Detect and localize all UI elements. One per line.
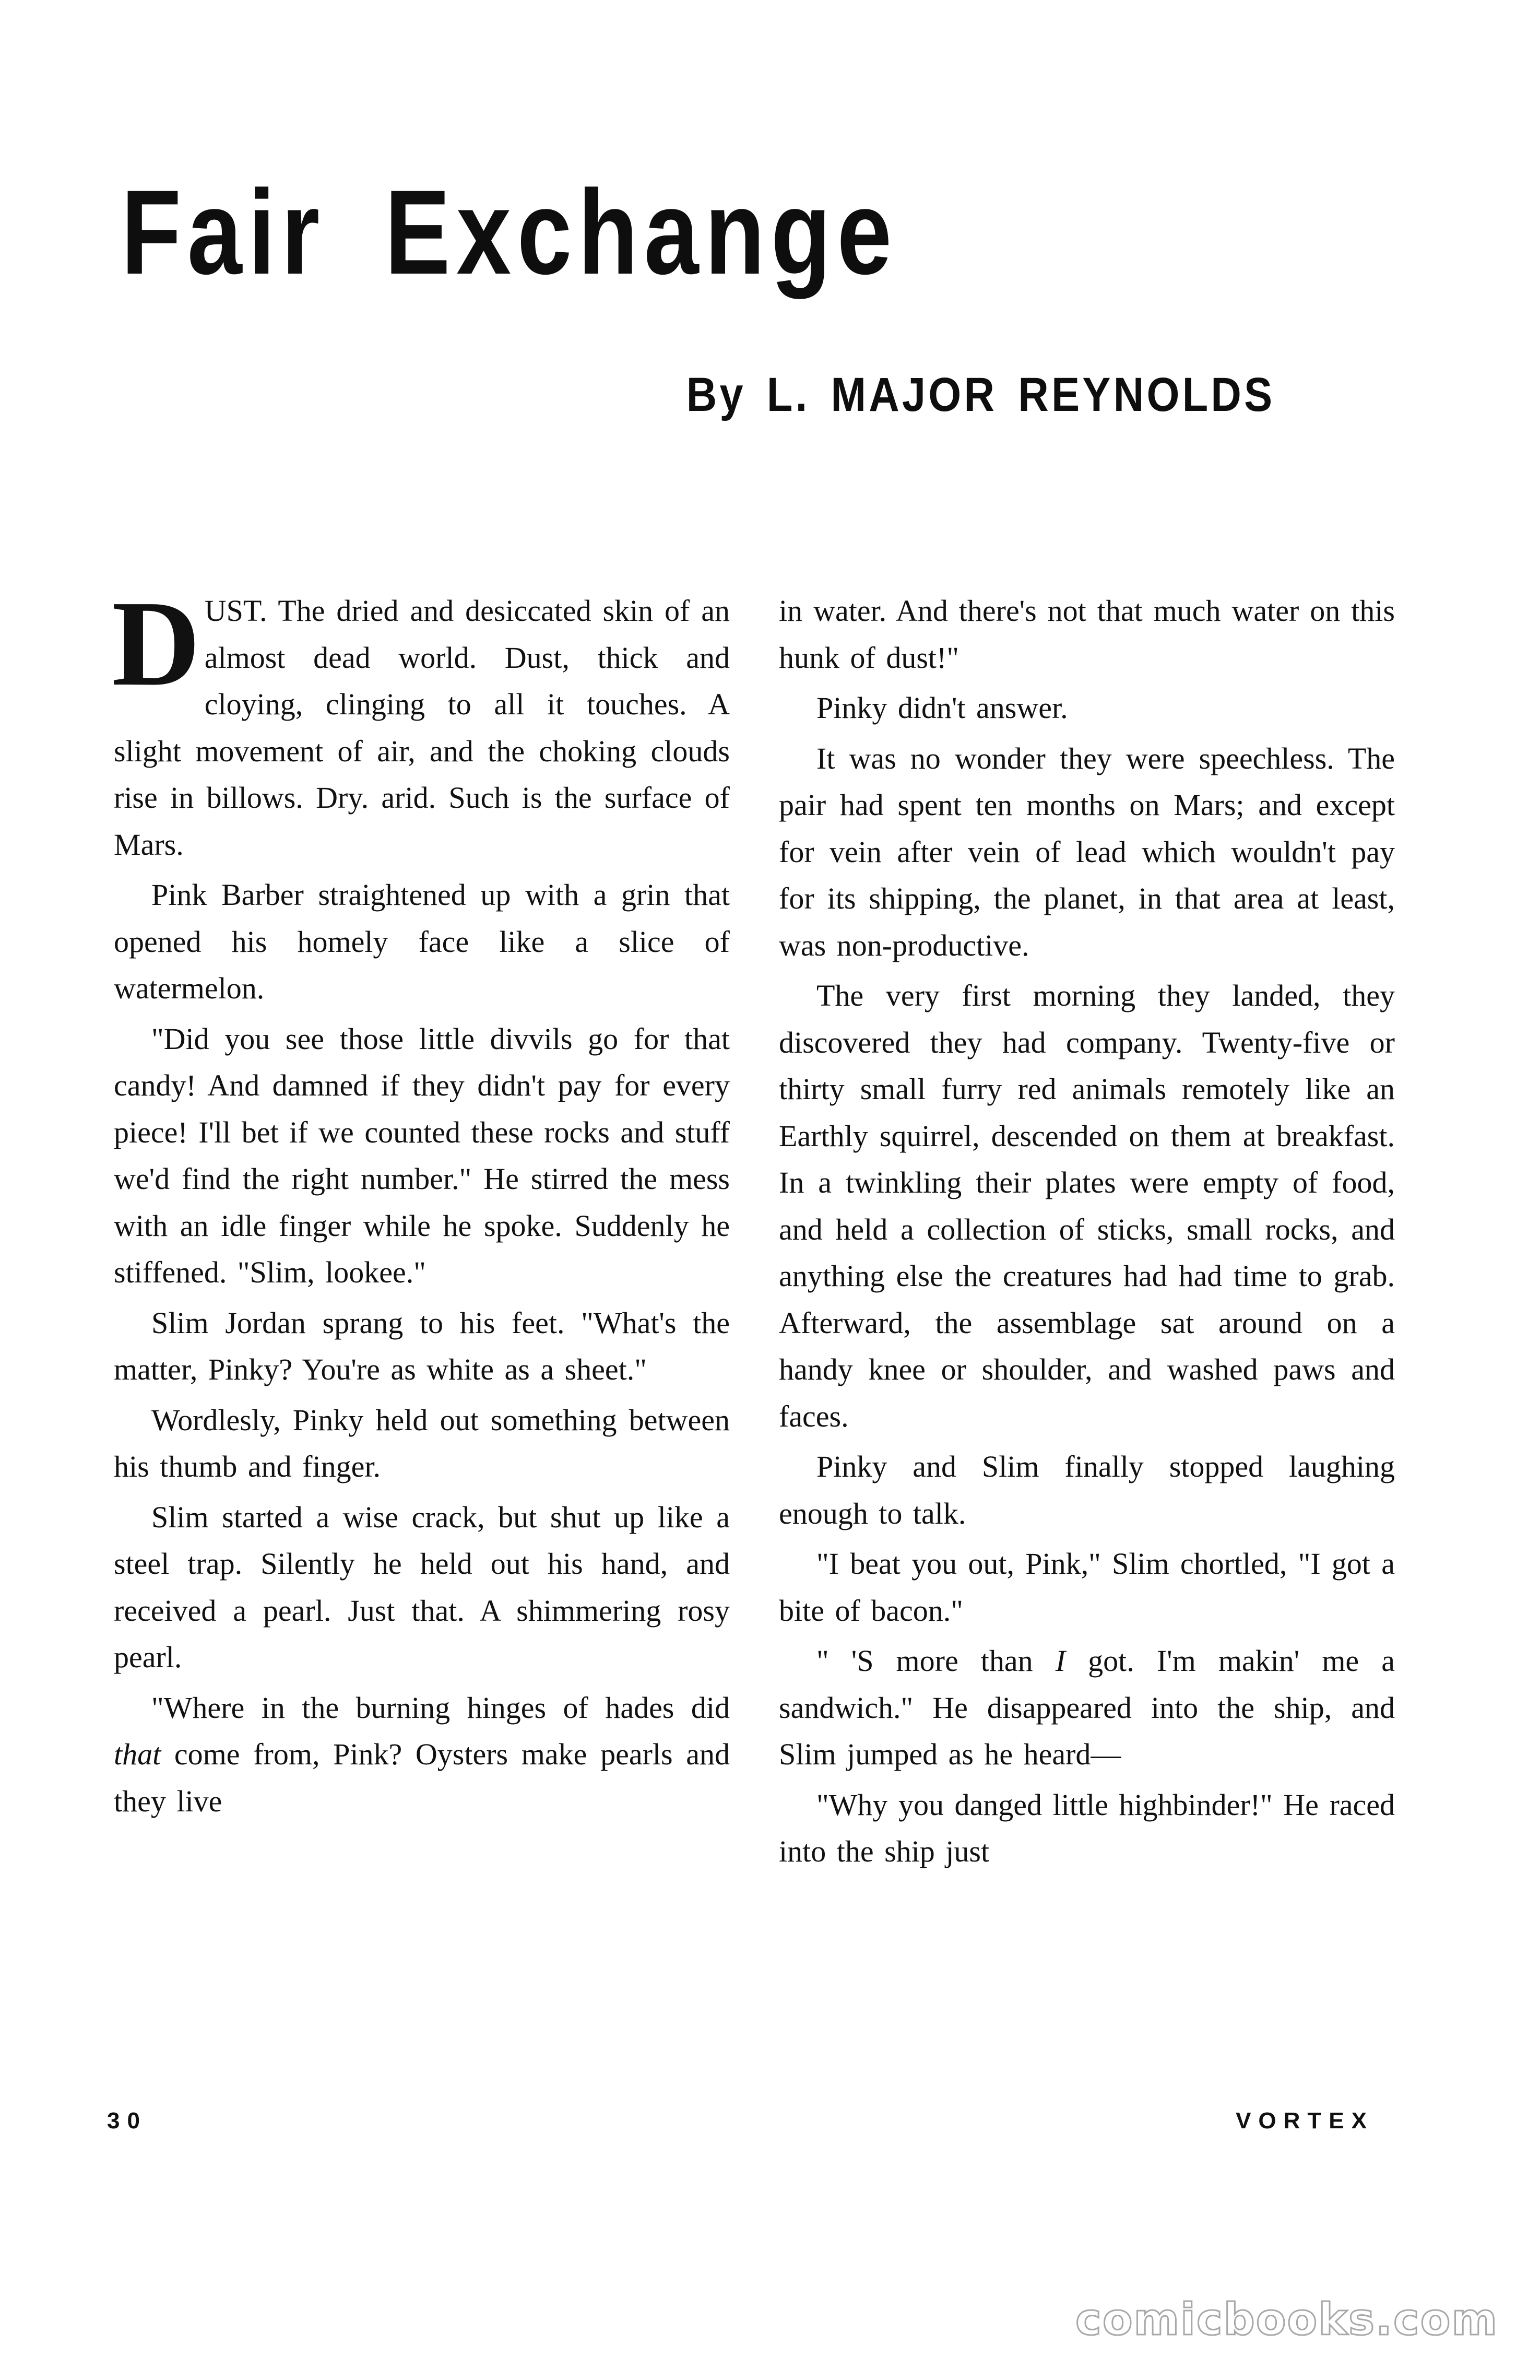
paragraph: The very first morning they landed, they discovered they had company. Twenty-five or thirty small furry red animals remotely like an Earthly squirrel, descended on them at breakfast. In a twinkling their plates were empty of food, and held a collection of sticks, small rocks, and anything else the creatures had had time to grab. Afterward, the assemblage sat around on a handy knee or shoulder, and washed paws and faces. — [779, 979, 1395, 1433]
paragraph: It was no wonder they were speechless. The pair had spent ten months on Mars; and except for vein after vein of lead which wouldn't pay for its shipping, the planet, in that area at least, was non-productive. — [779, 741, 1395, 962]
italic-word: I — [1055, 1644, 1066, 1678]
paragraph: Slim Jordan sprang to his feet. "What's the matter, Pinky? You're as white as a sheet." — [114, 1305, 730, 1386]
story-title: Fair Exchange — [121, 165, 898, 299]
paragraph-text: got. I'm makin' me a sandwich." He disappeared into the ship, and Slim jumped as he heard— — [779, 1644, 1395, 1771]
paragraph — [779, 1637, 1395, 1778]
italic-word: that — [114, 1737, 161, 1771]
paragraph: Wordlesly, Pinky held out something between his thumb and finger. — [114, 1403, 730, 1483]
author-byline: By L. MAJOR REYNOLDS — [686, 368, 1275, 421]
paragraph: "I beat you out, Pink," Slim chortled, "I got a bite of bacon." — [779, 1547, 1395, 1628]
opening-paragraph-text: UST. The dried and desiccated skin of an almost dead world. Dust, thick and cloying, clinging to all it touches. A slight movement of air, and the choking clouds rise in billows. Dry. arid. Such is the surface of Mars. — [114, 594, 730, 862]
right-column — [779, 587, 1395, 1879]
opening-paragraph — [112, 575, 730, 868]
paragraph: "Why you danged little highbinder!" He raced into the ship just — [779, 1787, 1395, 1868]
paragraph: Pink Barber straightened up with a grin that opened his homely face like a slice of watermelon. — [114, 878, 730, 1005]
drop-cap: D — [112, 575, 200, 711]
paragraph: Slim started a wise crack, but shut up like a steel trap. Silently he held out his hand, and received a pearl. Just that. A shimmering rosy pearl. — [114, 1500, 730, 1674]
watermark: comicbooks.com — [1075, 2294, 1498, 2345]
paragraph-text: " 'S more than — [816, 1644, 1056, 1678]
page-number: 30 — [107, 2108, 147, 2134]
left-column — [112, 575, 730, 1828]
paragraph: Pinky and Slim finally stopped laughing enough to talk. — [779, 1450, 1395, 1530]
magazine-name: VORTEX — [1236, 2108, 1374, 2134]
paragraph — [114, 1684, 730, 1825]
paragraph-text: "Where in the burning hinges of hades did — [151, 1690, 730, 1725]
paragraph: Pinky didn't answer. — [816, 691, 1068, 725]
paragraph-text: come from, Pink? Oysters make pearls and they live — [114, 1737, 730, 1818]
continued-paragraph: in water. And there's not that much water on this hunk of dust!" — [779, 594, 1395, 675]
paragraph: "Did you see those little divvils go for that candy! And damned if they didn't pay for every piece! I'll bet if we counted these rocks and stuff we'd find the right number." He stirred the mess with an idle finger while he spoke. Suddenly he stiffened. "Slim, lookee." — [114, 1021, 730, 1289]
